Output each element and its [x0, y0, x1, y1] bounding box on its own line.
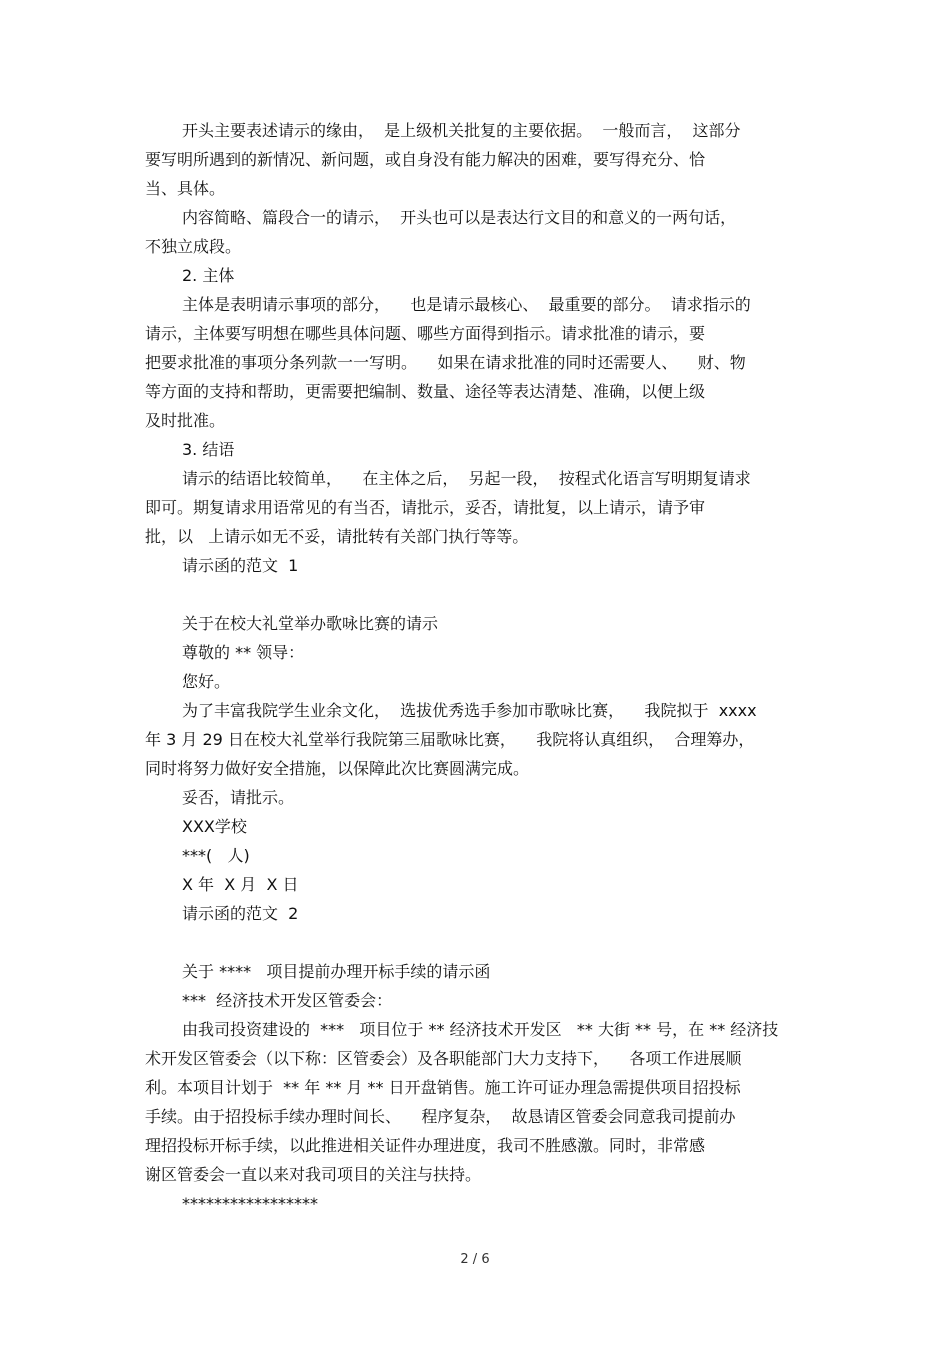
text-line: 把要求批准的事项分条列款一一写明。 如果在请求批准的同时还需要人、 财、物	[145, 353, 746, 372]
salutation: 尊敬的 ** 领导：	[182, 643, 305, 662]
section-heading: 3. 结语	[182, 440, 235, 459]
text-line: 等方面的支持和帮助，更需要把编制、数量、途径等表达清楚、准确，以便上级	[145, 382, 706, 401]
signature-person: ***( 人)	[182, 846, 250, 865]
text-line: 不独立成段。	[145, 237, 242, 256]
text-line: 及时批准。	[145, 411, 226, 430]
text-line: 妥否，请批示。	[182, 788, 295, 807]
text-line: 谢区管委会一直以来对我司项目的关注与扶持。	[145, 1165, 482, 1184]
text-line: 同时将努力做好安全措施，以保障此次比赛圆满完成。	[145, 759, 530, 778]
sample-heading: 请示函的范文 2	[182, 904, 299, 923]
text-line: 要写明所遇到的新情况、新问题，或自身没有能力解决的困难，要写得充分、恰	[145, 150, 706, 169]
text-line: 术开发区管委会（以下称：区管委会）及各职能部门大力支持下， 各项工作进展顺	[145, 1049, 742, 1068]
text-line: 理招投标开标手续，以此推进相关证件办理进度，我司不胜感激。同时，非常感	[145, 1136, 706, 1155]
sample-heading: 请示函的范文 1	[182, 556, 299, 575]
text-line: 主体是表明请示事项的部分， 也是请示最核心、 最重要的部分。 请求指示的	[182, 295, 751, 314]
text-line: 年 3 月 29 日在校大礼堂举行我院第三届歌咏比赛， 我院将认真组织， 合理筹办，	[145, 730, 755, 749]
text-line: 即可。期复请求用语常见的有当否，请批示，妥否，请批复，以上请示，请予审	[145, 498, 706, 517]
letter-title: 关于在校大礼堂举办歌咏比赛的请示	[182, 614, 439, 633]
text-line: 批，以 上请示如无不妥，请批转有关部门执行等等。	[145, 527, 529, 546]
greeting: 您好。	[182, 672, 231, 691]
signature-date: X 年 X 月 X 日	[182, 875, 299, 894]
page-number: 2 / 6	[460, 1252, 490, 1267]
text-line: 请示的结语比较简单， 在主体之后， 另起一段， 按程式化语言写明期复请求	[182, 469, 751, 488]
text-line: 开头主要表述请示的缘由， 是上级机关批复的主要依据。 一般而言， 这部分	[182, 121, 741, 140]
asterisk-line: *****************	[182, 1194, 318, 1213]
section-heading: 2. 主体	[182, 266, 235, 285]
text-line: 利。本项目计划于 ** 年 ** 月 ** 日开盘销售。施工许可证办理急需提供项目招投标	[145, 1078, 741, 1097]
text-line: 为了丰富我院学生业余文化， 选拔优秀选手参加市歌咏比赛， 我院拟于 xxxx	[182, 701, 757, 720]
salutation: *** 经济技术开发区管委会：	[182, 991, 393, 1010]
text-line: 由我司投资建设的 *** 项目位于 ** 经济技术开发区 ** 大街 ** 号，在 ** 经济技	[182, 1020, 779, 1039]
signature-org: XXX学校	[182, 817, 247, 836]
text-line: 当、具体。	[145, 179, 226, 198]
letter-title: 关于 **** 项目提前办理开标手续的请示函	[182, 962, 491, 981]
text-line: 内容简略、篇段合一的请示， 开头也可以是表达行文目的和意义的一两句话，	[182, 208, 737, 227]
text-line: 请示，主体要写明想在哪些具体问题、哪些方面得到指示。请求批准的请示，要	[145, 324, 706, 343]
text-line: 手续。由于招投标手续办理时间长、 程序复杂， 故恳请区管委会同意我司提前办	[145, 1107, 736, 1126]
